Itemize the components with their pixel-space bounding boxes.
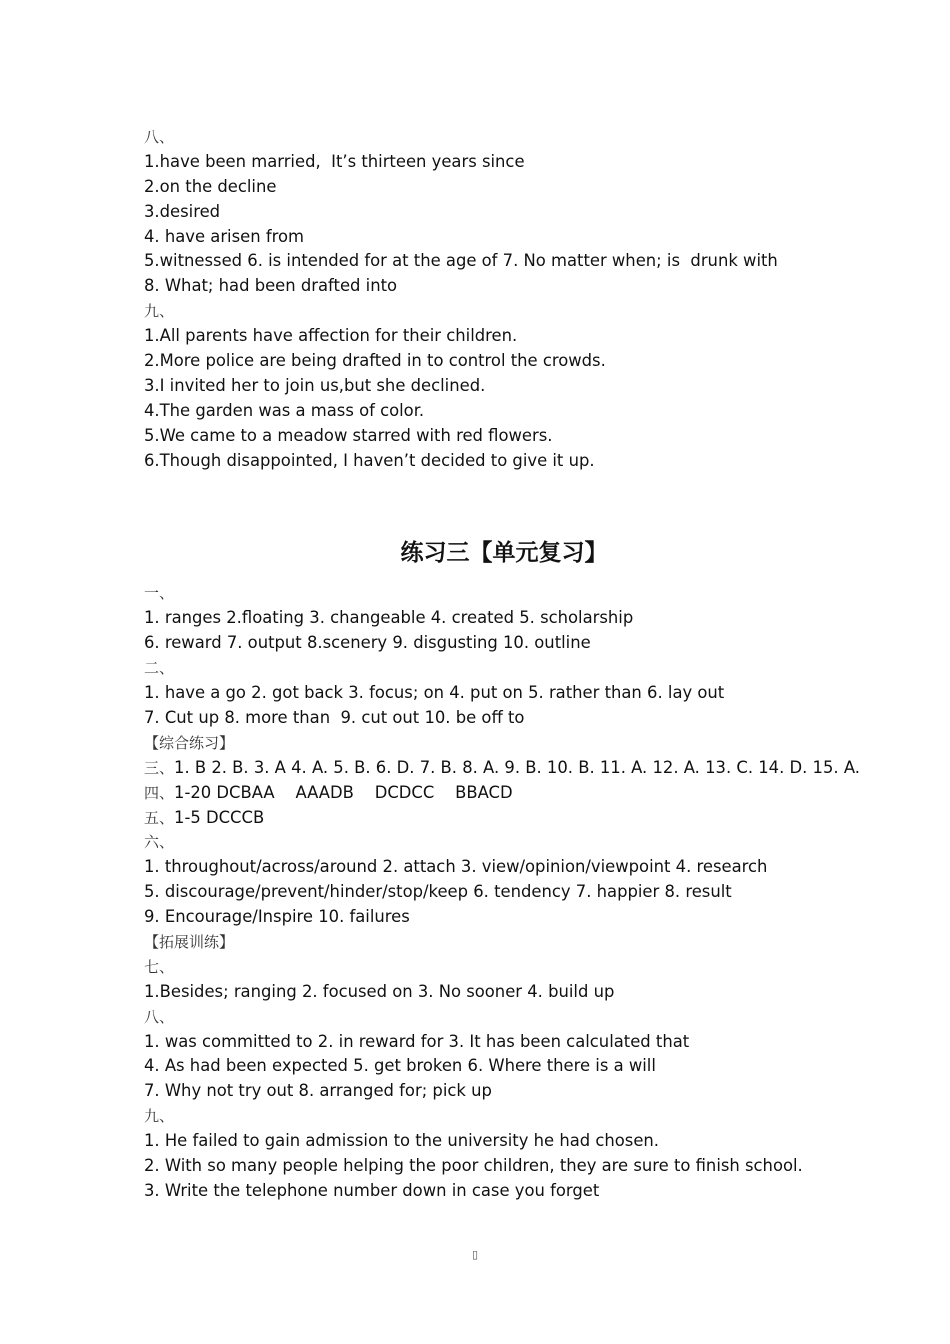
section-heading-7: 七、 (144, 957, 175, 976)
section-heading-8b: 八、 (144, 1007, 175, 1026)
answer-line: 4.The garden was a mass of color. (144, 400, 425, 420)
answer-line: 5.witnessed 6. is intended for at the age of 7. No matter when; is drunk with (144, 251, 778, 271)
section-heading-9b: 九、 (144, 1107, 175, 1126)
answer-line: 1. was committed to 2. in reward for 3. It has been calculated that (144, 1031, 690, 1051)
document-page (144, 125, 864, 1204)
exercise-title: 练习三【单元复习】 (400, 539, 608, 567)
extension-training-heading: 【拓展训练】 (144, 932, 235, 951)
section-heading-8: 八、 (144, 128, 175, 146)
answer-line-5 (144, 806, 864, 831)
answer-line: 1.Besides; ranging 2. focused on 3. No sooner 4. build up (144, 981, 615, 1001)
answer-text: 1-5 DCCCB (174, 807, 265, 827)
answer-line: 7. Why not try out 8. arranged for; pick up (144, 1081, 492, 1101)
comprehensive-practice-heading: 【综合练习】 (144, 733, 235, 752)
section-heading-2: 二、 (144, 659, 175, 678)
section-heading-9: 九、 (144, 302, 175, 321)
answer-line: 3.I invited her to join us,but she declined. (144, 375, 486, 395)
answer-line: 4. As had been expected 5. get broken 6. Where there is a will (144, 1056, 656, 1076)
answer-line: 1. throughout/across/around 2. attach 3. view/opinion/viewpoint 4. research (144, 857, 768, 877)
answer-line-3 (144, 756, 864, 781)
answer-line: 3. Write the telephone number down in case you forget (144, 1180, 600, 1200)
section-heading-1: 一、 (144, 584, 175, 603)
answer-line: 1. ranges 2.floating 3. changeable 4. created 5. scholarship (144, 608, 634, 628)
section-heading-3: 三、 (144, 758, 175, 777)
answer-line: 2.on the decline (144, 176, 277, 196)
answer-line: 1.All parents have affection for their children. (144, 326, 518, 346)
answer-line: 6.Though disappointed, I haven’t decided to give it up. (144, 450, 595, 470)
answer-line: 3.desired (144, 201, 221, 221)
answer-line: 5. discourage/prevent/hinder/stop/keep 6. tendency 7. happier 8. result (144, 882, 732, 902)
spacer (144, 473, 864, 533)
answer-line: 1. He failed to gain admission to the university he had chosen. (144, 1131, 660, 1151)
answer-line: 8. What; had been drafted into (144, 276, 398, 296)
answer-line: 2.More police are being drafted in to control the crowds. (144, 351, 606, 371)
answer-line: 1. have a go 2. got back 3. focus; on 4. put on 5. rather than 6. lay out (144, 683, 725, 703)
answer-line: 7. Cut up 8. more than 9. cut out 10. be off to (144, 707, 525, 727)
section-heading-5: 五、 (144, 808, 175, 827)
answer-text: 1. B 2. B. 3. A 4. A. 5. B. 6. D. 7. B. 8. A. 9. B. 10. B. 11. A. 12. A. 13. C. 14. D. 15. A. (174, 757, 860, 777)
section-heading-6: 六、 (144, 833, 175, 852)
answer-line: 9. Encourage/Inspire 10. failures (144, 907, 410, 927)
answer-line: 5.We came to a meadow starred with red flowers. (144, 425, 553, 445)
section-heading-4: 四、 (144, 783, 175, 802)
answer-line-4 (144, 781, 864, 806)
answer-line: 6. reward 7. output 8.scenery 9. disgusting 10. outline (144, 633, 591, 653)
answer-text: 1-20 DCBAA AAADB DCDCC BBACD (174, 782, 513, 802)
answer-line: 2. With so many people helping the poor children, they are sure to finish school. (144, 1155, 803, 1175)
answer-line: 1.have been married, It’s thirteen years since (144, 151, 525, 171)
answer-line: 4. have arisen from (144, 226, 304, 246)
page-footer-mark: ▯ (471, 1248, 479, 1261)
